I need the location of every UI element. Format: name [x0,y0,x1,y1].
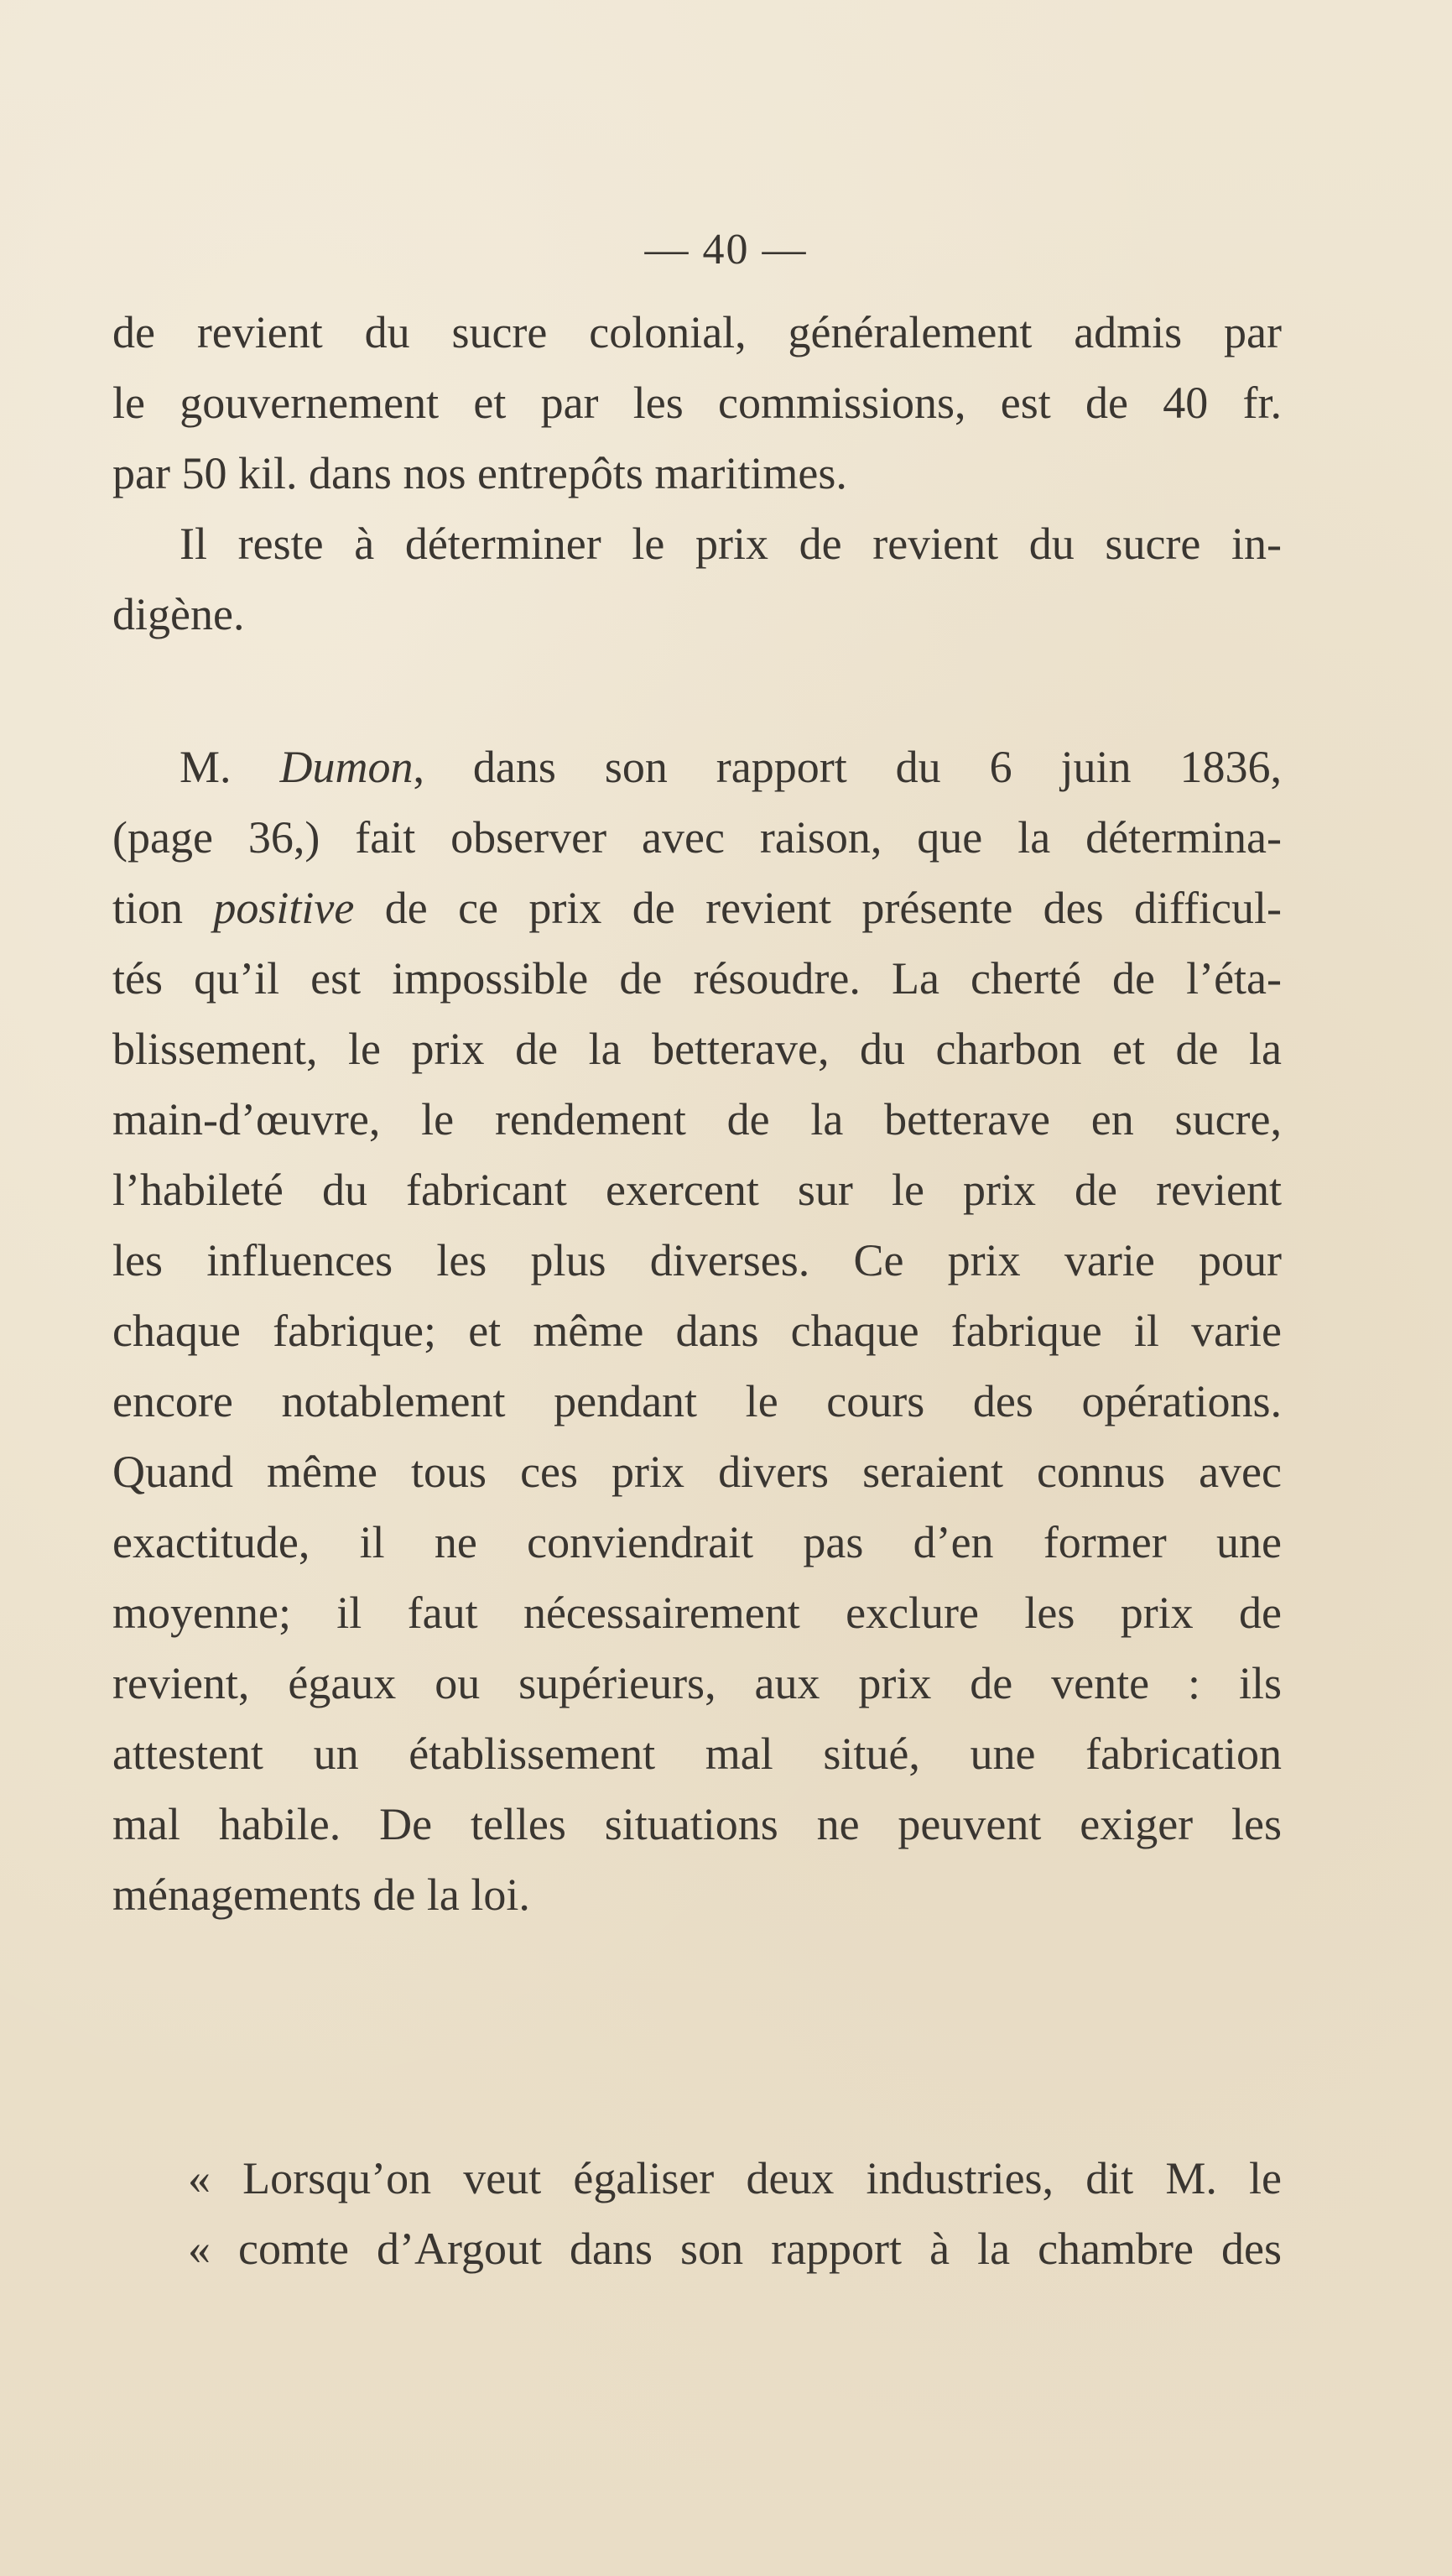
text-line: l’habileté du fabricant exercent sur le prix de revient [112,1165,1282,1215]
text-line: attestent un établissement mal situé, une fabrication [112,1729,1282,1779]
text-line: blissement, le prix de la betterave, du charbon et de la [112,1024,1282,1074]
text-line: le gouvernement et par les commissions, est de 40 fr. [112,378,1282,428]
text-line: exactitude, il ne conviendrait pas d’en former une [112,1517,1282,1567]
page-number: — 40 — [644,226,808,274]
text-line: encore notablement pendant le cours des opérations. [112,1376,1282,1426]
author-name: Dumon [279,742,414,792]
text-line: Quand même tous ces prix divers seraient connus avec [112,1447,1282,1497]
text-line: Il reste à déterminer le prix de revient du sucre in- [180,519,1282,569]
emphasis-word: positive [213,883,355,933]
text-line: les influences les plus diverses. Ce prix varie pour [112,1235,1282,1285]
text-line: moyenne; il faut nécessairement exclure les prix de [112,1588,1282,1638]
text-line: digène. [112,589,245,639]
quote-line: « comte d’Argout dans son rapport à la chambre des [188,2224,1282,2274]
text-line: de revient du sucre colonial, généralement admis par [112,307,1282,357]
quote-line: « Lorsqu’on veut égaliser deux industries, dit M. le [188,2153,1282,2203]
text-line: M. Dumon, dans son rapport du 6 juin 1836, [180,742,1282,792]
text-line: (page 36,) fait observer avec raison, que la détermina- [112,812,1282,863]
text-line: tés qu’il est impossible de résoudre. La cherté de l’éta- [112,953,1282,1004]
text-line: revient, égaux ou supérieurs, aux prix de vente : ils [112,1658,1282,1708]
text-line: chaque fabrique; et même dans chaque fabrique il varie [112,1306,1282,1356]
text-line: ménagements de la loi. [112,1869,530,1920]
text-line: mal habile. De telles situations ne peuvent exiger les [112,1799,1282,1849]
text-line: main-d’œuvre, le rendement de la betterave en sucre, [112,1094,1282,1145]
text-line: par 50 kil. dans nos entrepôts maritimes. [112,448,847,498]
text-line: tion positive de ce prix de revient présente des difficul- [112,883,1282,933]
